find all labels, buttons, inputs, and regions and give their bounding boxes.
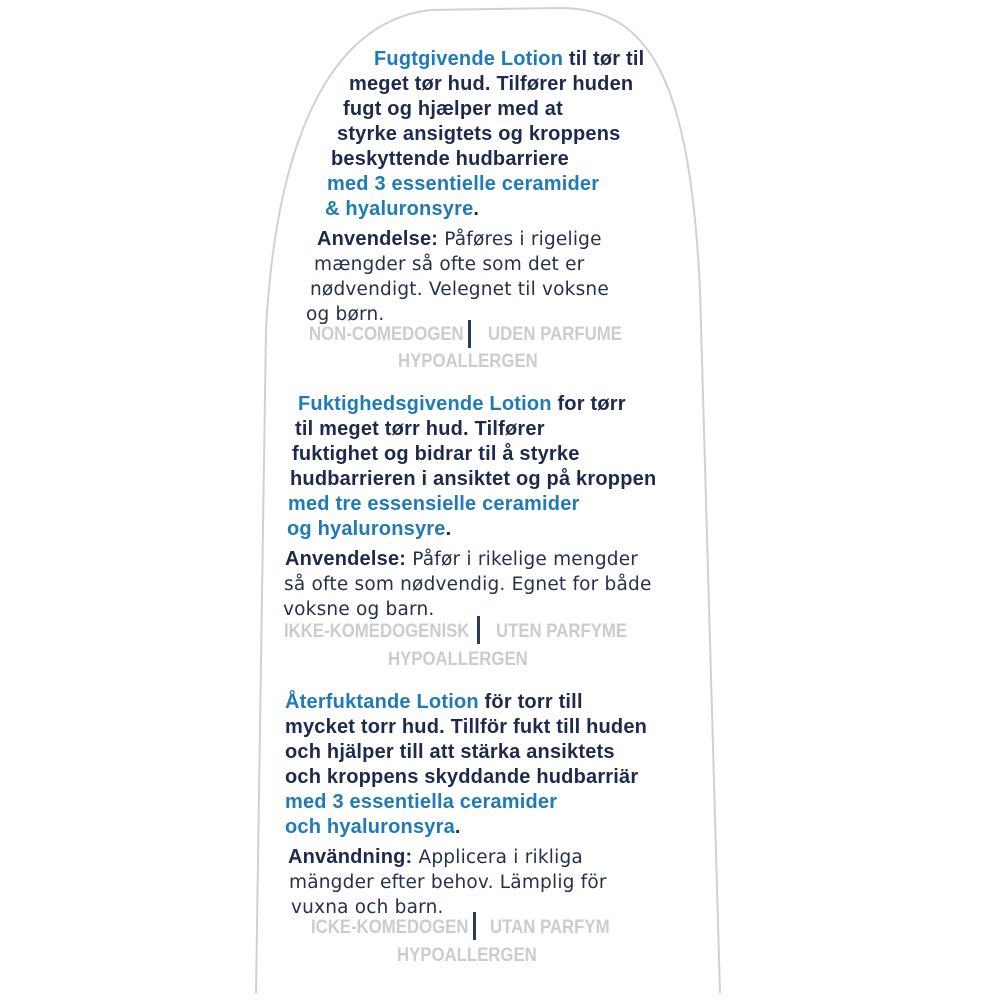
danish-intro-line-4: styrke ansigtets og kroppens [337, 123, 621, 145]
swedish-claim-hypoallergenic: HYPOALLERGEN [397, 944, 537, 966]
danish-usage-label: Anvendelse: [317, 228, 439, 250]
danish-intro-line-2: meget tør hud. Tilfører huden [349, 73, 634, 95]
norwegian-intro-line-3: fuktighet og bidrar til å styrke [292, 443, 580, 465]
swedish-product-name: Återfuktande Lotion [285, 691, 479, 713]
swedish-claim-non-comedogenic: ICKE-KOMEDOGEN [311, 916, 469, 938]
swedish-usage-line-2: mängder efter behov. Lämplig för [289, 872, 607, 893]
norwegian-intro-line-1: Fuktighedsgivende Lotion for tørr [298, 393, 626, 415]
danish-claim-separator [468, 320, 471, 348]
danish-intro-line-5: beskyttende hudbarriere [331, 148, 570, 170]
norwegian-claim-separator [477, 616, 480, 644]
swedish-usage-line-1: Användning: Applicera i rikliga [288, 846, 583, 868]
swedish-usage-label: Användning: [288, 846, 413, 868]
swedish-intro-line-4: och kroppens skyddande hudbarriär [285, 766, 639, 788]
swedish-ingredients-line-2: och hyaluronsyra. [285, 816, 461, 838]
swedish-intro-line-1: Återfuktande Lotion för torr till [285, 691, 583, 713]
swedish-intro-line-3: och hjälper till att stärka ansiktets [285, 741, 615, 763]
norwegian-claim-non-comedogenic: IKKE-KOMEDOGENISK [284, 620, 470, 642]
danish-ingredients-line-2: & hyaluronsyre. [325, 198, 480, 220]
swedish-claim-separator [473, 912, 476, 940]
danish-intro-line-1: Fugtgivende Lotion til tør til [374, 48, 645, 70]
swedish-usage-line-3: vuxna och barn. [291, 897, 444, 918]
danish-claim-fragrance-free: UDEN PARFUME [488, 323, 622, 345]
danish-ingredients-line-1: med 3 essentielle ceramider [327, 173, 600, 195]
norwegian-usage-line-3: voksne og barn. [283, 599, 435, 620]
danish-claim-non-comedogenic: NON-COMEDOGEN [309, 323, 464, 345]
danish-intro-line-3: fugt og hjælper med at [343, 98, 563, 120]
danish-usage-line-2: mængder så ofte som det er [314, 254, 585, 275]
norwegian-usage-line-2: så ofte som nødvendig. Egnet for både [284, 574, 652, 595]
norwegian-usage-line-1: Anvendelse: Påfør i rikelige mengder [285, 548, 639, 570]
danish-product-name: Fugtgivende Lotion [374, 48, 564, 70]
danish-usage-line-4: og børn. [306, 304, 385, 325]
swedish-intro-line-2: mycket torr hud. Tillför fukt till huden [285, 716, 648, 738]
danish-usage-line-1: Anvendelse: Påføres i rigelige [317, 228, 602, 250]
norwegian-product-name: Fuktighedsgivende Lotion [298, 393, 552, 415]
norwegian-intro-line-2: til meget tørr hud. Tilfører [295, 418, 545, 440]
norwegian-ingredients-line-1: med tre essensielle ceramider [288, 493, 580, 515]
norwegian-claim-fragrance-free: UTEN PARFYME [496, 620, 628, 642]
norwegian-usage-label: Anvendelse: [285, 548, 407, 570]
danish-claim-hypoallergenic: HYPOALLERGEN [398, 350, 538, 372]
norwegian-intro-line-4: hudbarrieren i ansiktet og på kroppen [290, 468, 657, 490]
norwegian-ingredients-line-2: og hyaluronsyre. [287, 518, 452, 540]
danish-usage-line-3: nødvendigt. Velegnet til voksne [310, 279, 609, 300]
norwegian-claim-hypoallergenic: HYPOALLERGEN [388, 648, 528, 670]
swedish-claim-fragrance-free: UTAN PARFYM [490, 916, 610, 938]
swedish-ingredients-line-1: med 3 essentiella ceramider [285, 791, 558, 813]
